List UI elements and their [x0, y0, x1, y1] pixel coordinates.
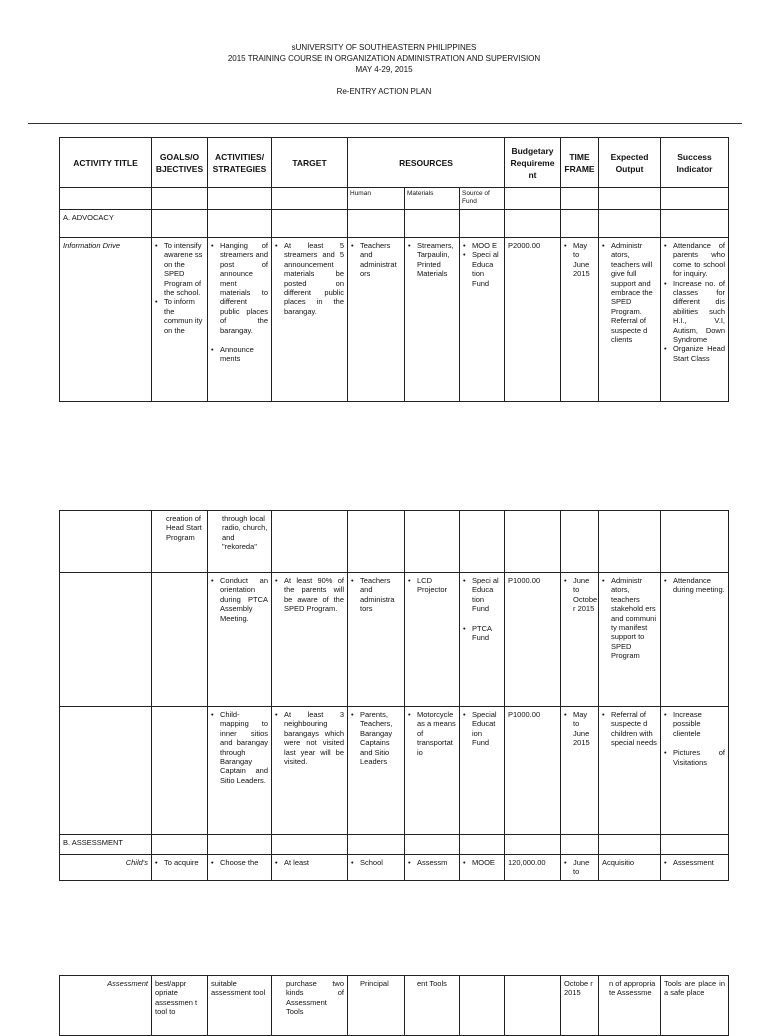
col-source-of-fund: Source of Fund [460, 188, 505, 210]
expected-output-continued: n of appropria te Assessme [599, 976, 661, 1036]
action-plan-table-page1 [59, 137, 729, 402]
target-continued: purchase two kinds of Assessment Tools [272, 976, 348, 1036]
human-continued: Principal [348, 976, 405, 1036]
expected-output-value: • Administr ators, teachers stakehold ers and communi ty manifest support to SPED Program [608, 576, 657, 661]
material-resource: • Assessm [414, 858, 456, 867]
success-item: • Attendance during meeting. [670, 576, 725, 595]
activity-item: • Choose the [217, 858, 268, 867]
human-resource: • School [357, 858, 401, 867]
action-plan-table-page2 [59, 510, 729, 881]
target-item: • At least 90% of the parents will be aware of the SPED Program. [281, 576, 344, 614]
expected-output-value: Acquisitio [599, 855, 661, 881]
activity-item: • Hanging of streamers and post of announce ment materials to different public places of the barangay. [217, 241, 268, 335]
section-advocacy: A. ADVOCACY [60, 210, 152, 238]
plan-title: Re-ENTRY ACTION PLAN [336, 87, 432, 96]
university-name: sUNIVERSITY OF SOUTHEASTERN PHILIPPINES [291, 43, 477, 52]
course-title: 2015 TRAINING COURSE IN ORGANIZATION ADMINISTRATION AND SUPERVISION [227, 54, 541, 63]
col-activities: ACTIVITIES/ STRATEGIES [208, 138, 272, 188]
col-success-indicator: Success Indicator [661, 138, 729, 188]
fund-source: • PTCA Fund [469, 624, 501, 643]
success-item: • Attendance of parents who come to school for inquiry. [670, 241, 725, 279]
success-item: • Pictures of Visitations [670, 748, 725, 767]
activity-information-drive: Information Drive [60, 238, 152, 402]
fund-source-continued [460, 976, 505, 1036]
activity-continued: suitable assessment tool [208, 976, 272, 1036]
fund-source: • Speci al Educa tion Fund [469, 576, 501, 614]
target-item: • At least 3 neighbouring barangays which were not visited last year will be visited. [281, 710, 344, 766]
success-item: • Increase no. of classes for different dis abilities such H.I., V.I, Autism, Down Syndrome [670, 279, 725, 345]
goal-continued: creation of Head Start Program [152, 511, 208, 573]
material-resource: • LCD Projector [414, 576, 456, 595]
document-header [0, 42, 768, 97]
budget-value: P1000.00 [505, 573, 561, 707]
col-target: TARGET [272, 138, 348, 188]
col-activity-title: ACTIVITY TITLE [60, 138, 152, 188]
target-item: • At least [281, 858, 344, 867]
material-resource: • Motorcycle as a means of transportat io [414, 710, 456, 757]
expected-output-value: • Referral of suspecte d children with special needs [608, 710, 657, 748]
course-dates: MAY 4-29, 2015 [355, 65, 413, 74]
activity-item: • Announce ments [217, 345, 268, 364]
goal-item: • To intensify awarene ss on the SPED Program of the school. [161, 241, 204, 297]
success-item: • Increase possible clientele [670, 710, 725, 738]
col-goals: GOALS/O BJECTIVES [152, 138, 208, 188]
goal-item: • To inform the commun ity on the [161, 297, 204, 335]
activity-item: • Conduct an orientation during PTCA Assembly Meeting. [217, 576, 268, 623]
success-item: • Organize Head Start Class [670, 344, 725, 363]
header-divider [28, 123, 742, 124]
col-expected-output: Expected Output [599, 138, 661, 188]
col-time-frame: TIME FRAME [561, 138, 599, 188]
budget-value: P2000.00 [505, 238, 561, 402]
col-materials: Materials [405, 188, 460, 210]
target-item: • At least 5 streamers and 5 announcement materials be posted on different public places in the barangay. [281, 241, 344, 316]
fund-source: • MOO E [469, 241, 501, 250]
activity-item: • Child-mapping to inner sitios and barangay through Barangay Captain and Sitio Leaders. [217, 710, 268, 785]
human-resource: • Teachers and administra tors [357, 576, 401, 614]
goal-continued: best/appr opriate assessmen t tool to [152, 976, 208, 1036]
time-frame-continued: Octobe r 2015 [561, 976, 599, 1036]
action-plan-table-page3 [59, 975, 729, 1036]
fund-source: • MOOE [469, 858, 501, 867]
human-resource: • Parents, Teachers, Barangay Captains and Sitio Leaders [357, 710, 401, 766]
activity-childs-assessment: Child's [60, 855, 152, 881]
time-frame-value: • June to [570, 858, 595, 877]
activity-assessment: Assessment [60, 976, 152, 1036]
fund-source: • Speci al Educa tion Fund [469, 250, 501, 288]
activity-continued: through local radio, church, and "rekoreda" [208, 511, 272, 573]
material-resource: • Streamers, Tarpaulin, Printed Materials [414, 241, 456, 279]
budget-value: P1000.00 [505, 707, 561, 835]
section-assessment: B. ASSESSMENT [60, 835, 152, 855]
col-budget: Budgetary Requireme nt [505, 138, 561, 188]
time-frame-value: • May to June 2015 [570, 241, 595, 279]
col-resources: RESOURCES [348, 138, 505, 188]
budget-continued [505, 976, 561, 1036]
success-item: • Assessment [670, 858, 725, 867]
expected-output-value: • Administr ators, teachers will give full support and embrace the SPED Program. Referral of suspecte d clients [608, 241, 657, 344]
material-continued: ent Tools [405, 976, 460, 1036]
fund-source: • Special Educat ion Fund [469, 710, 501, 748]
time-frame-value: • May to June 2015 [570, 710, 595, 748]
human-resource: • Teachers and administrat ors [357, 241, 401, 279]
goal-item: • To acquire [161, 858, 204, 867]
time-frame-value: • June to Octobe r 2015 [570, 576, 595, 614]
success-continued: Tools are place in a safe place [661, 976, 729, 1036]
budget-value: 120,000.00 [505, 855, 561, 881]
col-human: Human [348, 188, 405, 210]
